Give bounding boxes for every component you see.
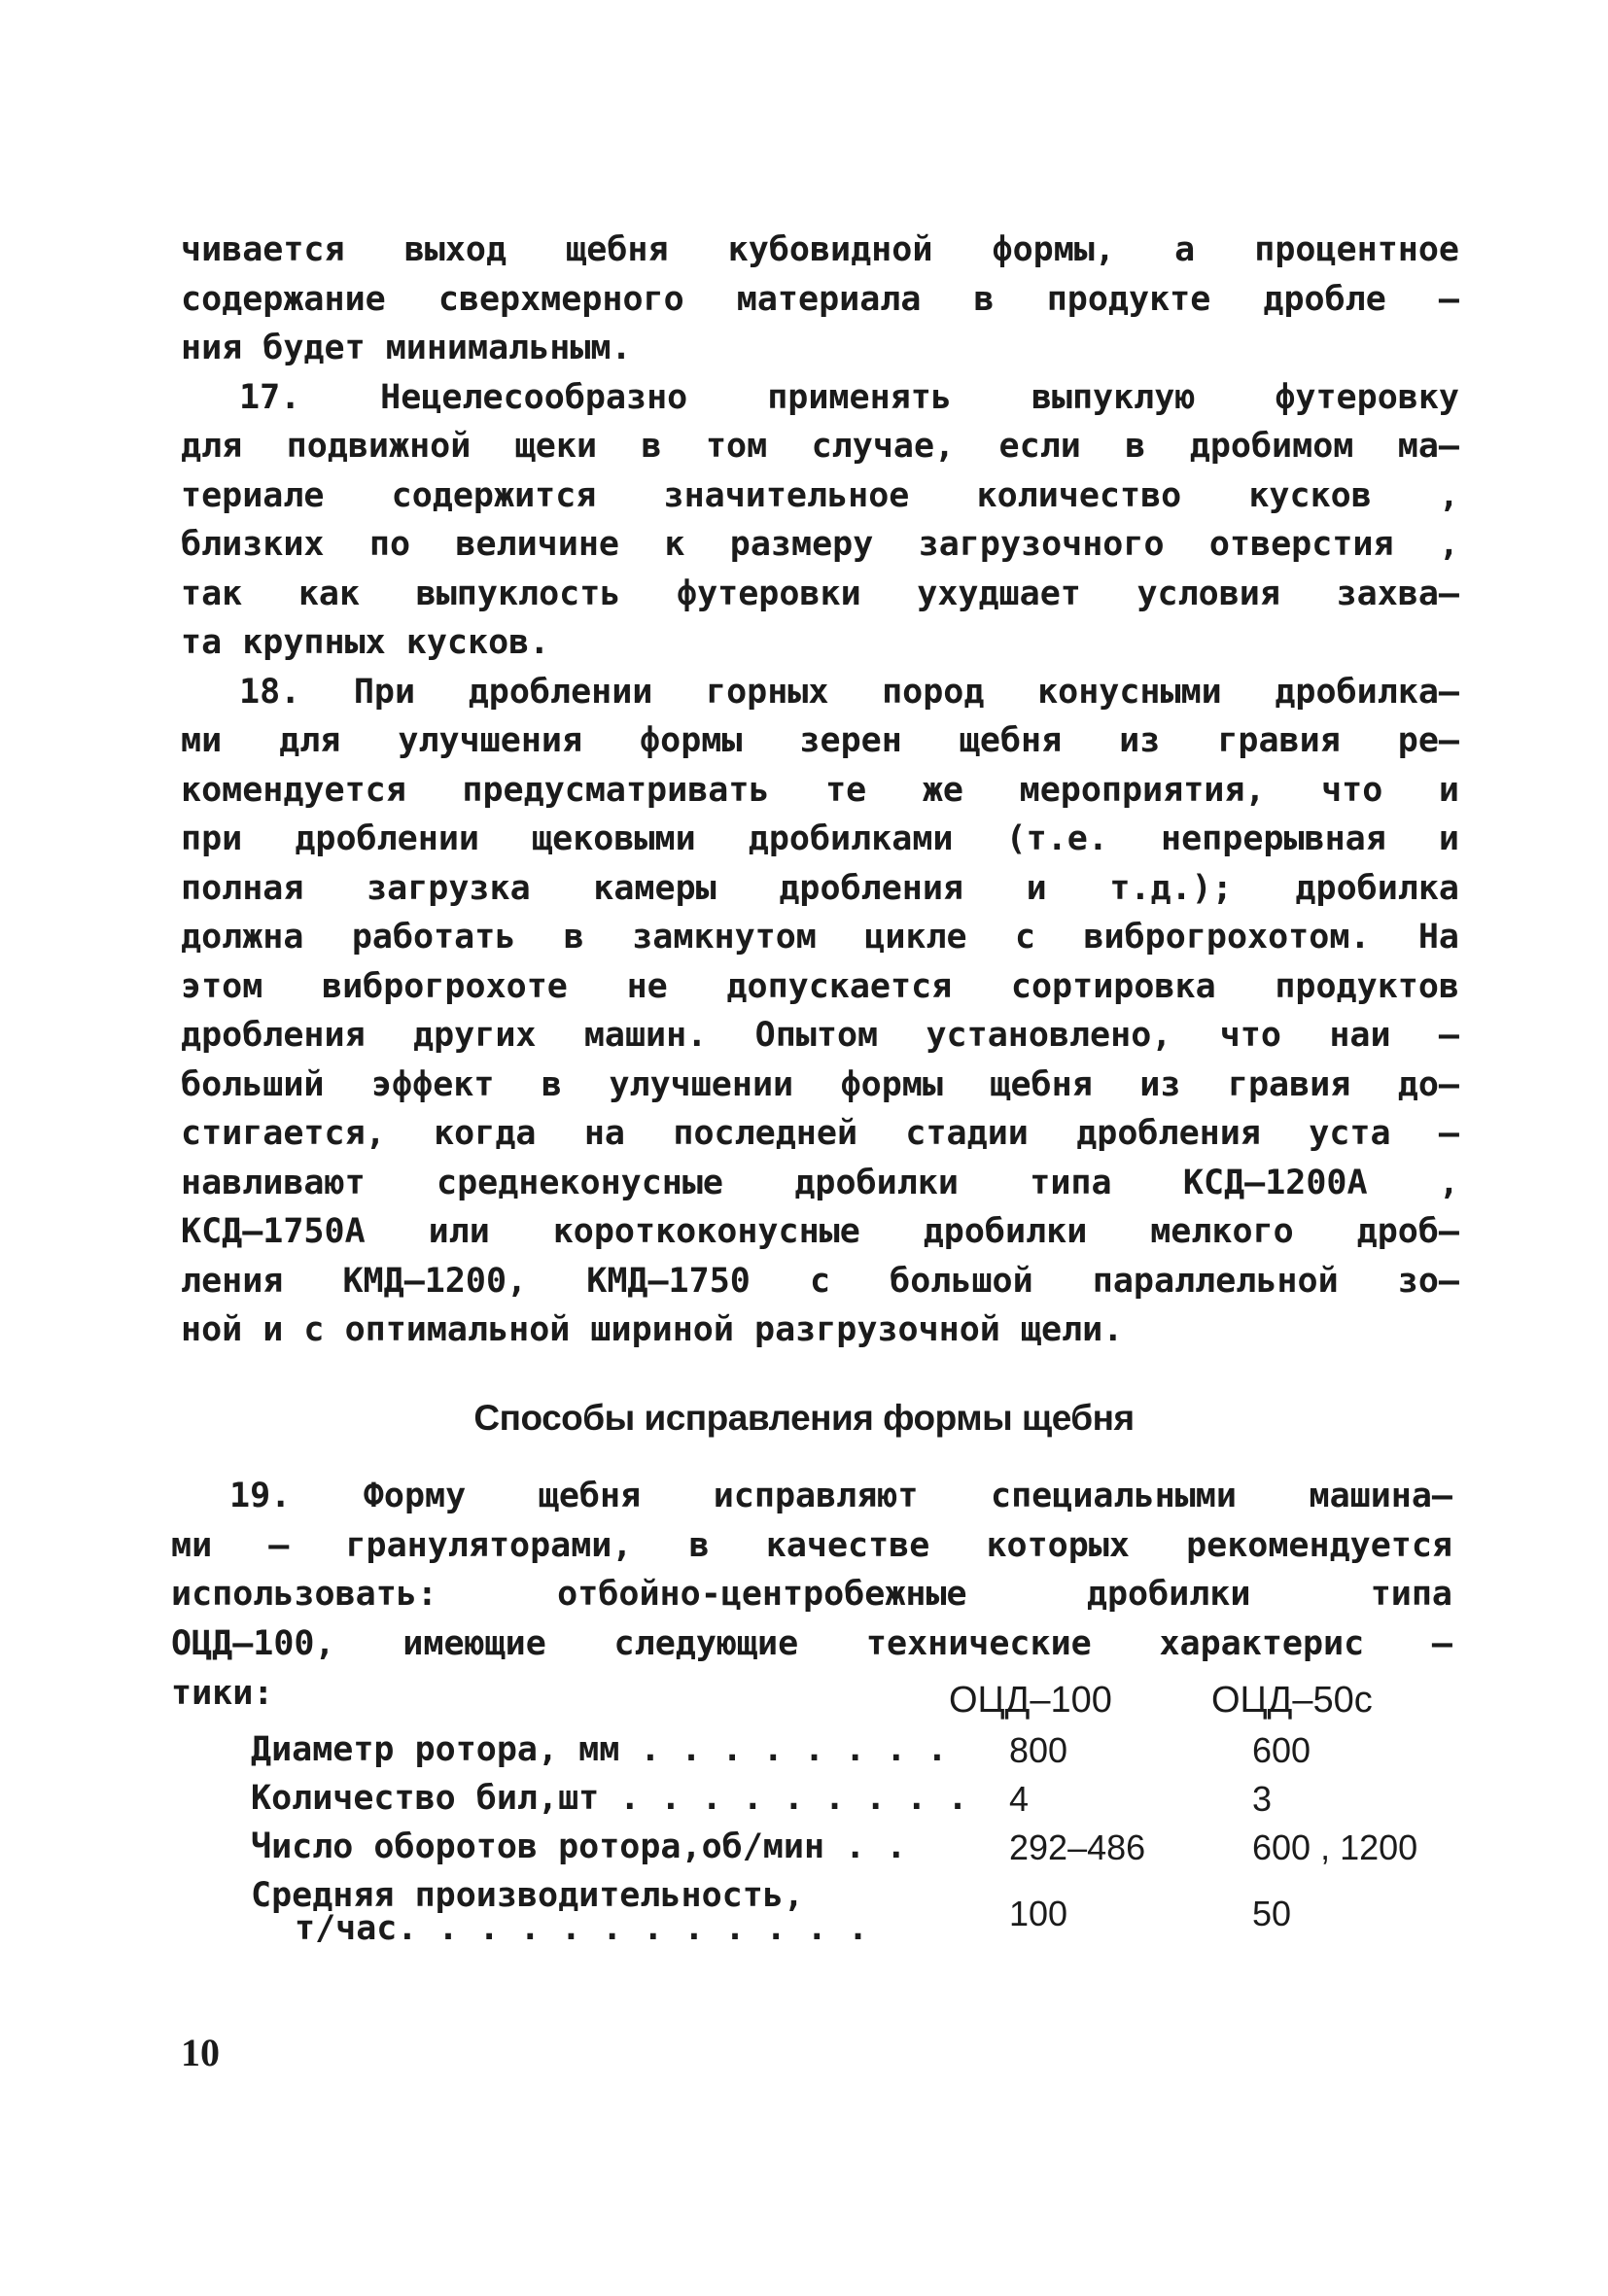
text-line: ми для улучшения формы зерен щебня из гравия ре– — [181, 721, 1459, 760]
spec-row-value-1: 4 — [1009, 1779, 1030, 1819]
spec-row-value-2: 50 — [1252, 1894, 1292, 1933]
spec-label: тики: — [171, 1674, 274, 1713]
paragraph-18-first-line: 18. При дроблении горных пород конусными дробилка– — [239, 672, 1459, 712]
spec-row-name: Число оборотов ротора,об/мин . . — [251, 1827, 907, 1866]
text-line: этом виброгрохоте не допускается сортировка продуктов — [181, 966, 1459, 1006]
spec-row-value-1: 292–486 — [1009, 1827, 1146, 1867]
paragraph-19-first-line: 19. Форму щебня исправляют специальными машина– — [229, 1477, 1452, 1515]
spec-row — [251, 1827, 1466, 1876]
text-line: близких по величине к размеру загрузочного отверстия , — [181, 525, 1459, 564]
text-line: использовать: отбойно-центробежные дробилки типа — [171, 1575, 1452, 1614]
text-line: ОЦД–100, имеющие следующие технические характерис – — [171, 1623, 1452, 1663]
spec-row — [251, 1876, 1466, 1964]
spec-row-value-1: 800 — [1009, 1730, 1068, 1770]
text-line: полная загрузка камеры дробления и т.д.); дробилка — [181, 868, 1459, 908]
text-line: ления КМД–1200, КМД–1750 с большой параллельной зо– — [181, 1261, 1459, 1301]
text-line: так как выпуклость футеровки ухудшает условия захва– — [181, 574, 1459, 613]
spec-row — [251, 1730, 1466, 1779]
spec-row-name-continued: т/час. . . . . . . . . . . . — [295, 1909, 869, 1948]
text-line: та крупных кусков. — [181, 623, 550, 662]
text-line: должна работать в замкнутом цикле с виброгрохотом. На — [181, 918, 1459, 957]
spec-row-name: Диаметр ротора, мм . . . . . . . . — [251, 1730, 948, 1769]
spec-row-value-2: 3 — [1252, 1779, 1273, 1819]
text-line: навливают среднеконусные дробилки типа КСД–1200А , — [181, 1163, 1459, 1202]
spec-row-name: Количество бил,шт . . . . . . . . . — [251, 1779, 968, 1818]
paragraph-17-first-line: 17. Нецелесообразно применять выпуклую футеровку — [239, 377, 1459, 417]
spec-column-ocd-100: ОЦД–100 — [949, 1680, 1112, 1721]
text-line: при дроблении щековыми дробилками (т.е. непрерывная и — [181, 819, 1459, 858]
text-line: стигается, когда на последней стадии дробления уста – — [181, 1114, 1459, 1153]
spec-row-value-1: 100 — [1009, 1894, 1068, 1933]
section-heading: Способы исправления формы щебня — [473, 1398, 1135, 1438]
text-line: больший эффект в улучшении формы щебня из гравия до– — [181, 1064, 1459, 1104]
spec-row — [251, 1779, 1466, 1827]
text-line: ми – грануляторами, в качестве которых рекомендуется — [171, 1525, 1452, 1565]
text-line: териале содержится значительное количество кусков , — [181, 475, 1459, 515]
text-line: ной и с оптимальной шириной разгрузочной щели. — [181, 1310, 1124, 1349]
text-line: чивается выход щебня кубовидной формы, а процентное — [181, 230, 1459, 269]
spec-table — [251, 1730, 1466, 1964]
spec-row-value-2: 600 , 1200 — [1252, 1827, 1418, 1867]
text-line: дробления других машин. Опытом установлено, что наи – — [181, 1016, 1459, 1055]
text-line: для подвижной щеки в том случае, если в дробимом ма– — [181, 427, 1459, 466]
page-number: 10 — [181, 2031, 220, 2074]
spec-column-ocd-50c: ОЦД–50с — [1211, 1680, 1373, 1721]
spec-row-value-2: 600 — [1252, 1730, 1311, 1770]
text-line: содержание сверхмерного материала в продукте дробле – — [181, 279, 1459, 319]
spec-header — [171, 1674, 1452, 1724]
text-line: КСД–1750А или короткоконусные дробилки мелкого дроб– — [181, 1212, 1459, 1251]
text-line: комендуется предусматривать те же мероприятия, что и — [181, 770, 1459, 810]
text-line: ния будет минимальным. — [181, 329, 632, 367]
paragraph-19 — [171, 1472, 1452, 1668]
spec-row-name: Средняя производительность, — [251, 1876, 804, 1915]
body-text — [181, 226, 1459, 1355]
